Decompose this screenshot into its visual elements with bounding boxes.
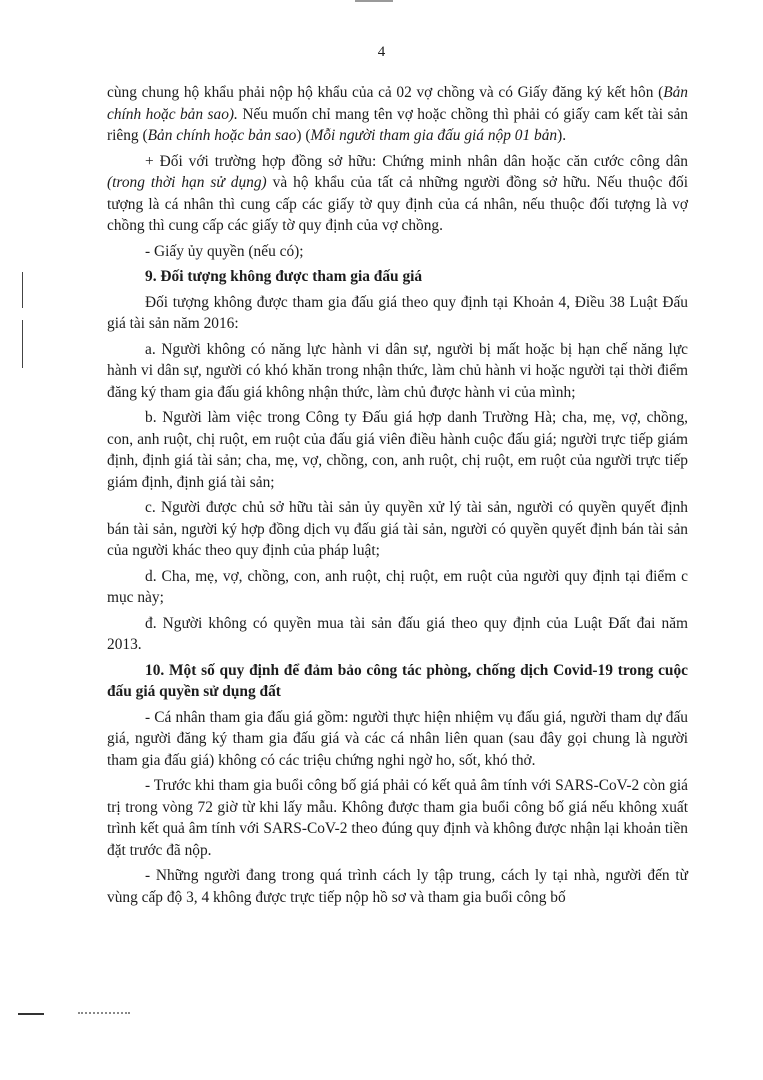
page-number: 4 (377, 44, 386, 60)
document-body (107, 82, 688, 912)
list-item-d: d. Cha, mẹ, vợ, chồng, con, anh ruột, chị ruột, em ruột của người quy định tại điểm c mục này; (107, 567, 688, 606)
margin-mark (22, 272, 23, 308)
paragraph: - Trước khi tham gia buổi công bố giá phải có kết quả âm tính với SARS-CoV-2 còn giá trị trong vòng 72 giờ từ khi lấy mẫu. Không được tham gia buổi công bố giá nếu không xuất trình kết quả âm tính với SARS-CoV-2 theo đúng quy định và không được nhận lại khoản tiền đặt trước đã nộp. (107, 777, 688, 859)
list-item-c: c. Người được chủ sở hữu tài sản ủy quyền xử lý tài sản, người có quyền quyết định bán tài sản, người ký hợp đồng dịch vụ đấu giá tài sản, người có quyền quyết định bán tài sản của người khác theo quy định của pháp luật; (107, 499, 688, 559)
paragraph: + Đối với trường hợp đồng sở hữu: Chứng minh nhân dân hoặc căn cước công dân (trong thời hạn sử dụng) và hộ khẩu của tất cả những người đồng sở hữu. Nếu thuộc đối tượng là cá nhân thì cung cấp các giấy tờ quy định của cá nhân, nếu thuộc đối tượng là vợ chồng thì cung cấp các giấy tờ quy định của vợ chồng. (107, 152, 688, 234)
paragraph: Đối tượng không được tham gia đấu giá theo quy định tại Khoản 4, Điều 38 Luật Đấu giá tài sản năm 2016: (107, 293, 688, 332)
paragraph: - Những người đang trong quá trình cách ly tập trung, cách ly tại nhà, người đến từ vùng cấp độ 3, 4 không được trực tiếp nộp hồ sơ và tham gia buổi công bố (107, 867, 688, 906)
scan-top-mark (355, 0, 393, 2)
list-item-b: b. Người làm việc trong Công ty Đấu giá hợp danh Trường Hà; cha, mẹ, vợ, chồng, con, anh ruột, chị ruột, em ruột của đấu giá viên điều hành cuộc đấu giá; người trực tiếp giám định, định giá tài sản; cha, mẹ, vợ, chồng, con, anh ruột, chị ruột, em ruột của người trực tiếp giám định, định giá tài sản; (107, 409, 688, 491)
scan-footer-dots (78, 1012, 130, 1014)
paragraph: cùng chung hộ khẩu phải nộp hộ khẩu của cả 02 vợ chồng và có Giấy đăng ký kết hôn (Bản chính hoặc bản sao). Nếu muốn chỉ mang tên vợ hoặc chồng thì phải có giấy cam kết tài sản riêng (Bản chính hoặc bản sao) (Mỗi người tham gia đấu giá nộp 01 bản). (107, 84, 688, 144)
scan-footer-mark (18, 1013, 44, 1015)
margin-mark (22, 320, 23, 368)
list-item-a: a. Người không có năng lực hành vi dân sự, người bị mất hoặc bị hạn chế năng lực hành vi dân sự, người có khó khăn trong nhận thức, làm chủ hành vi hoặc người tại thời điểm đăng ký tham gia đấu giá không nhận thức, làm chủ được hành vi của mình; (107, 340, 688, 401)
paragraph: - Cá nhân tham gia đấu giá gồm: người thực hiện nhiệm vụ đấu giá, người tham dự đấu giá, người đăng ký tham gia đấu giá và các cá nhân liên quan (sau đây gọi chung là người tham gia đấu giá) không có các triệu chứng nghi ngờ ho, sốt, khó thở. (107, 708, 688, 769)
section-heading-9: 9. Đối tượng không được tham gia đấu giá (145, 268, 423, 285)
list-item-dd: đ. Người không có quyền mua tài sản đấu giá theo quy định của Luật Đất đai năm 2013. (107, 614, 688, 653)
paragraph: - Giấy ủy quyền (nếu có); (145, 242, 304, 260)
section-heading-10: 10. Một số quy định để đảm bảo công tác phòng, chống dịch Covid-19 trong cuộc đấu giá quyền sử dụng đất (107, 661, 688, 700)
